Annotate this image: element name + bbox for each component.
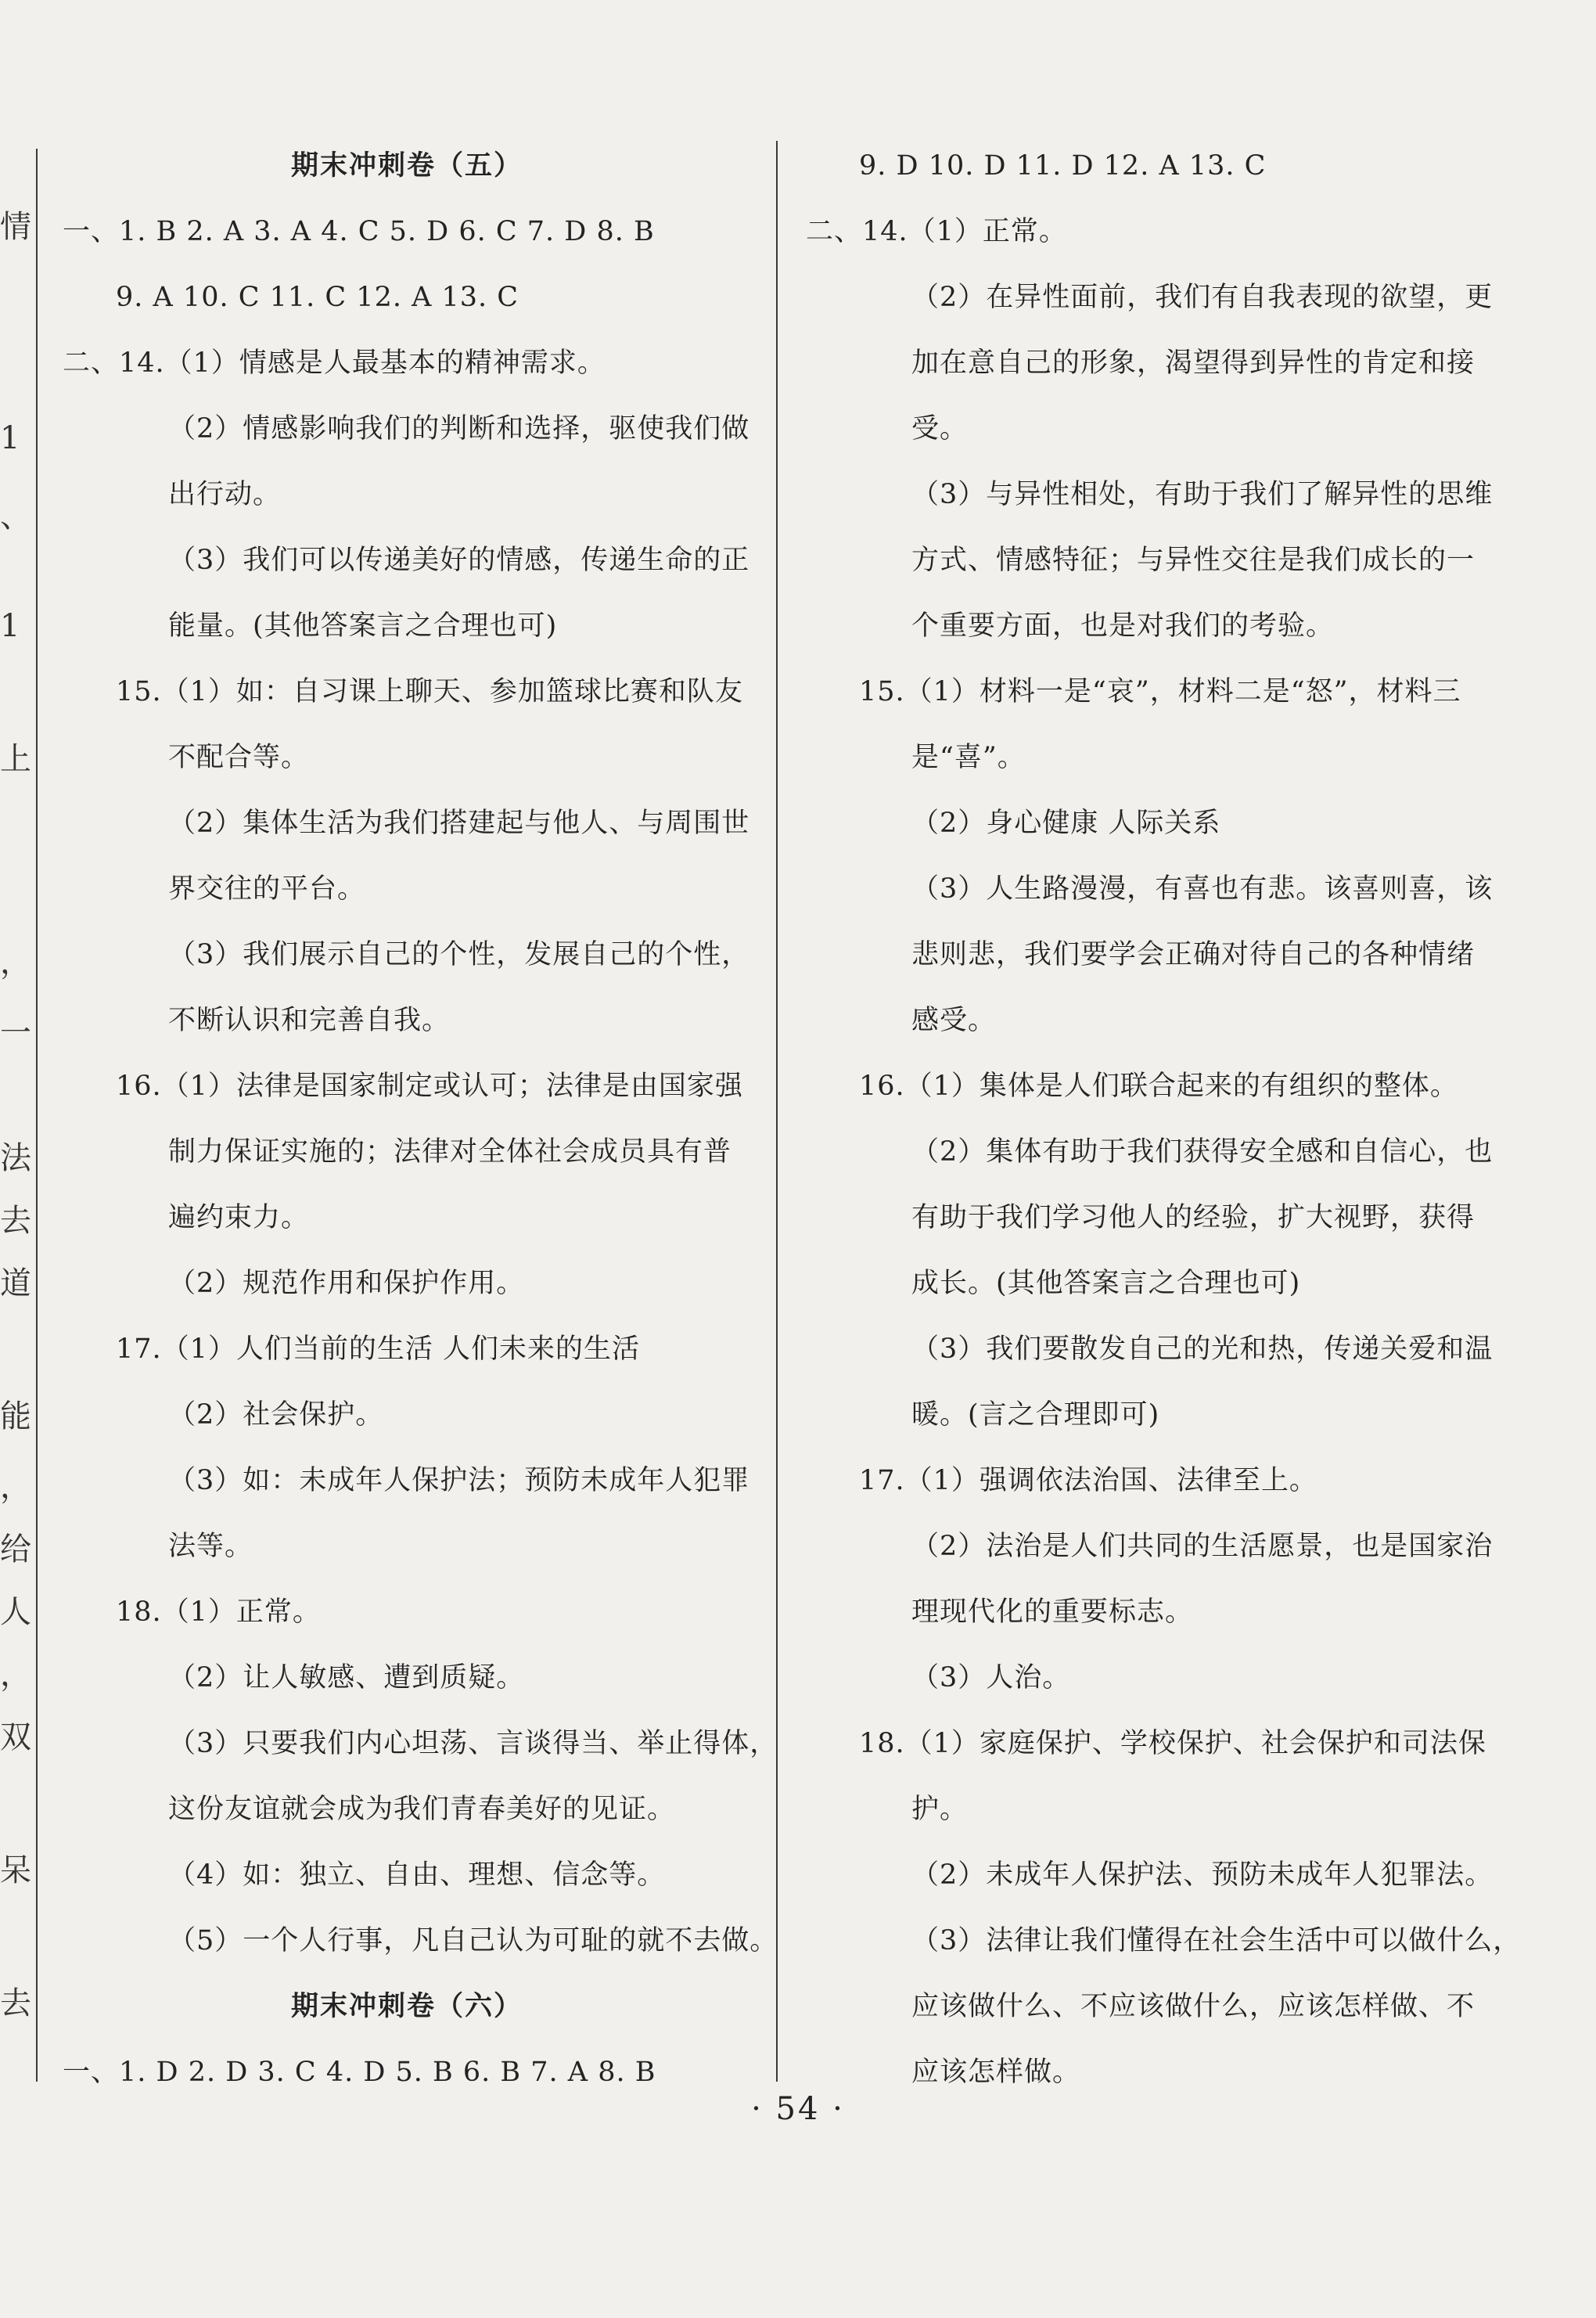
edge-fragment: ， (0, 945, 31, 981)
answer-line: （3）我们可以传递美好的情感，传递生命的正 (168, 545, 750, 576)
edge-fragment: ， (0, 1469, 31, 1505)
answer-line: 有助于我们学习他人的经验，扩大视野，获得 (911, 1202, 1476, 1233)
answer-line: 一、1. D 2. D 3. C 4. D 5. B 6. B 7. A 8. B (63, 2057, 656, 2088)
answer-line: （2）情感影响我们的判断和选择，驱使我们做 (168, 413, 750, 445)
answer-line: 不配合等。 (168, 742, 310, 773)
answer-line: 出行动。 (168, 479, 282, 510)
left-margin-rule (36, 149, 38, 2082)
answer-line: （2）集体生活为我们搭建起与他人、与周围世 (168, 808, 750, 839)
answer-line: 应该做什么、不应该做什么，应该怎样做、不 (911, 1991, 1476, 2022)
answer-line: 二、14.（1）情感是人最基本的精神需求。 (63, 347, 606, 379)
answer-line: 9. A 10. C 11. C 12. A 13. C (116, 282, 519, 313)
answer-line: 受。 (911, 413, 969, 445)
right-column (798, 133, 1522, 2105)
answer-line: 是“喜”。 (911, 742, 1026, 773)
answer-line: 制力保证实施的；法律对全体社会成员具有普 (168, 1136, 732, 1168)
answer-line: 方式、情感特征；与异性交往是我们成长的一 (911, 545, 1476, 576)
edge-fragment: 道 (0, 1265, 31, 1301)
answer-line: （3）法律让我们懂得在社会生活中可以做什么， (911, 1925, 1522, 1956)
answer-line: 悲则悲，我们要学会正确对待自己的各种情绪 (911, 939, 1476, 970)
answer-line: 17.（1）强调依法治国、法律至上。 (859, 1465, 1317, 1496)
answer-line: 18.（1）家庭保护、学校保护、社会保护和司法保 (859, 1728, 1486, 1759)
answer-line: （2）规范作用和保护作用。 (168, 1268, 525, 1299)
page-number: · 54 · (751, 2091, 845, 2127)
edge-fragment: 去 (0, 1985, 31, 2021)
answer-line: 18.（1）正常。 (116, 1596, 321, 1628)
answer-line: （2）让人敏感、遭到质疑。 (168, 1662, 525, 1694)
answer-line: 感受。 (911, 1005, 997, 1036)
edge-fragment: ， (0, 1657, 31, 1693)
edge-fragment: 1 (0, 420, 20, 456)
left-edge-fragments (0, 0, 31, 2113)
answer-line: （3）人治。 (911, 1662, 1071, 1694)
answer-line: （2）法治是人们共同的生活愿景，也是国家治 (911, 1531, 1494, 1562)
answer-line: （2）身心健康 人际关系 (911, 808, 1221, 839)
edge-fragment: 能 (0, 1398, 31, 1434)
answer-line: 15.（1）材料一是“哀”，材料二是“怒”，材料三 (859, 676, 1461, 707)
answer-line: （2）集体有助于我们获得安全感和自信心，也 (911, 1136, 1494, 1168)
left-column (55, 133, 778, 2105)
edge-fragment: 给 (0, 1532, 31, 1568)
answer-line: 界交往的平台。 (168, 873, 366, 905)
answer-line: 法等。 (168, 1531, 253, 1562)
answer-line: 暖。(言之合理即可) (911, 1399, 1160, 1431)
answer-line: 能量。(其他答案言之合理也可) (168, 610, 558, 642)
edge-fragment: 、 (0, 499, 31, 535)
answer-line: （3）人生路漫漫，有喜也有悲。该喜则喜，该 (911, 873, 1494, 905)
answer-line: （2）社会保护。 (168, 1399, 384, 1431)
edge-fragment: 情 (0, 209, 31, 245)
answer-line: 理现代化的重要标志。 (911, 1596, 1194, 1628)
answer-line: 16.（1）法律是国家制定或认可；法律是由国家强 (116, 1071, 743, 1102)
answer-line: （2）在异性面前，我们有自我表现的欲望，更 (911, 282, 1494, 313)
answer-line: 成长。(其他答案言之合理也可) (911, 1268, 1301, 1299)
answer-line: （3）如：未成年人保护法；预防未成年人犯罪 (168, 1465, 750, 1496)
answer-line: 16.（1）集体是人们联合起来的有组织的整体。 (859, 1071, 1458, 1102)
answer-line: 遍约束力。 (168, 1202, 310, 1233)
answer-line: 这份友谊就会成为我们青春美好的见证。 (168, 1794, 676, 1825)
edge-fragment: 去 (0, 1203, 31, 1239)
answer-line: （3）只要我们内心坦荡、言谈得当、举止得体， (168, 1728, 778, 1759)
column-divider (776, 141, 778, 2082)
edge-fragment: 一 (0, 1015, 31, 1051)
edge-fragment: 人 (0, 1594, 31, 1630)
answer-line: （4）如：独立、自由、理想、信念等。 (168, 1859, 666, 1891)
answer-line: 个重要方面，也是对我们的考验。 (911, 610, 1335, 642)
section-heading: 期末冲刺卷（六） (290, 1990, 523, 2022)
answer-line: （3）我们要散发自己的光和热，传递关爱和温 (911, 1334, 1494, 1365)
answer-line: （3）我们展示自己的个性，发展自己的个性， (168, 939, 750, 970)
answer-line: 护。 (911, 1794, 969, 1825)
answer-line: 加在意自己的形象，渴望得到异性的肯定和接 (911, 347, 1476, 379)
answer-line: 9. D 10. D 11. D 12. A 13. C (859, 150, 1267, 182)
answer-line: 二、14.（1）正常。 (806, 216, 1067, 247)
answer-line: 不断认识和完善自我。 (168, 1005, 451, 1036)
edge-fragment: 呆 (0, 1852, 31, 1888)
edge-fragment: 上 (0, 741, 31, 777)
edge-fragment: 法 (0, 1140, 31, 1176)
answer-line: 应该怎样做。 (911, 2057, 1081, 2088)
answer-line: 一、1. B 2. A 3. A 4. C 5. D 6. C 7. D 8. B (63, 216, 655, 247)
answer-line: 17.（1）人们当前的生活 人们未来的生活 (116, 1334, 641, 1365)
edge-fragment: 双 (0, 1719, 31, 1755)
section-heading: 期末冲刺卷（五） (290, 149, 523, 182)
answer-line: 15.（1）如：自习课上聊天、参加篮球比赛和队友 (116, 676, 743, 707)
edge-fragment: 1 (0, 608, 20, 644)
answer-line: （3）与异性相处，有助于我们了解异性的思维 (911, 479, 1494, 510)
answer-line: （5）一个人行事，凡自己认为可耻的就不去做。 (168, 1925, 778, 1956)
answer-line: （2）未成年人保护法、预防未成年人犯罪法。 (911, 1859, 1494, 1891)
